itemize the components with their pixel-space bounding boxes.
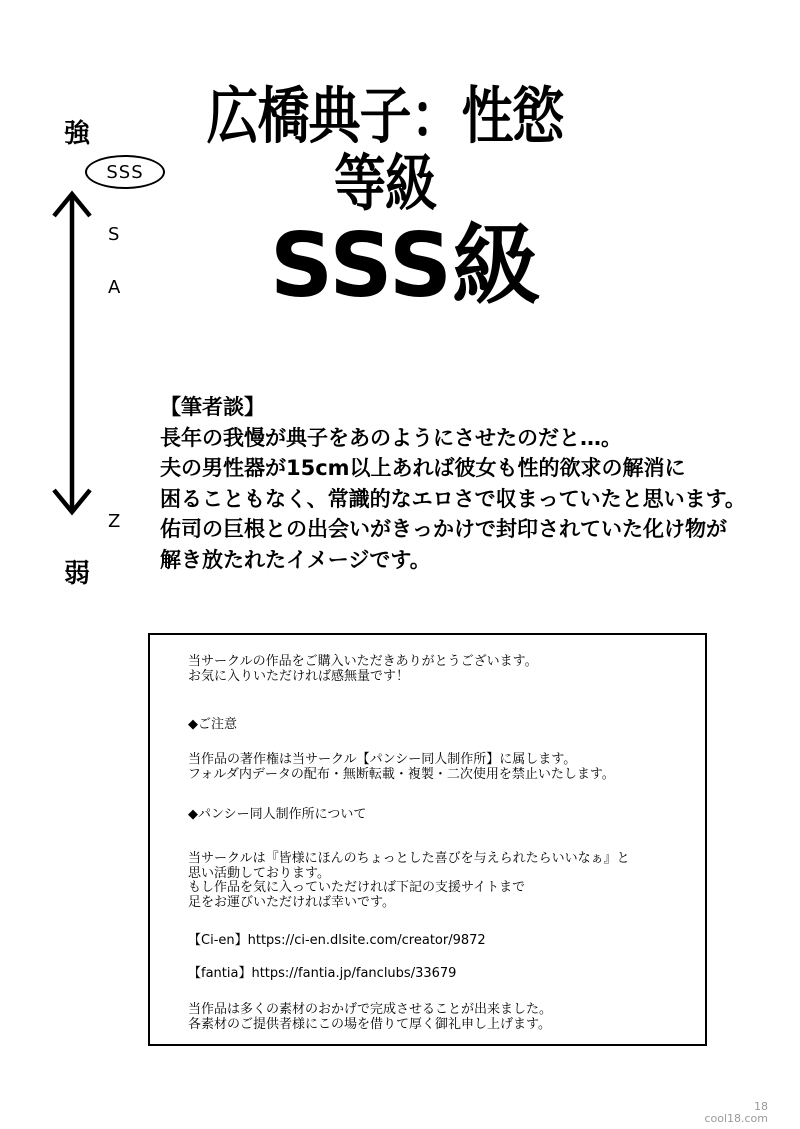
about-line: 思い活動しております。 — [188, 865, 330, 881]
thanks-line: お気に入りいただければ感無量です！ — [188, 668, 410, 684]
notes-line: 佑司の巨根との出会いがきっかけで封印されていた化け物が — [160, 517, 727, 541]
thanks-line: 当サークルの作品をご購入いただきありがとうございます。 — [188, 654, 538, 669]
caution-line: フォルダ内データの配布・無断転載・複製・二次使用を禁止いたします。 — [188, 766, 615, 782]
scale-s-label: S — [108, 224, 120, 245]
site-watermark: cool18.com — [704, 1112, 768, 1125]
about-heading: ◆パンシー同人制作所について — [188, 807, 367, 822]
info-box — [148, 633, 707, 1046]
about-line: もし作品を気に入っていただければ下記の支援サイトまで — [188, 880, 526, 895]
scale-weak-label: 弱 — [64, 559, 91, 589]
about-line: 当サークルは『皆様にほんのちょっとした喜びを与えられたらいいなぁ』と — [188, 851, 630, 866]
notes-heading: 【筆者談】 — [160, 395, 265, 419]
closing-line: 各素材のご提供者様にこの場を借りて厚く御礼申し上げます。 — [188, 1016, 551, 1032]
caution-block — [188, 753, 615, 782]
page-title: 広橋典子：性慾等級 — [206, 81, 564, 220]
scale-a-label: A — [108, 277, 121, 298]
grade-heading: SSS級 — [269, 214, 541, 317]
page-number: 18 — [754, 1100, 768, 1113]
author-notes — [160, 392, 780, 575]
double-arrow-icon — [50, 188, 94, 518]
about-block — [188, 852, 630, 910]
notes-line: 困ることもなく、常識的なエロさで収まっていたと思います。 — [160, 486, 746, 511]
caution-line: 当作品の著作権は当サークル【パンシー同人制作所】に属します。 — [188, 752, 577, 767]
thanks-block — [188, 655, 538, 684]
closing-line: 当作品は多くの素材のおかげで完成させることが出来ました。 — [188, 1002, 553, 1017]
cien-link[interactable]: 【Ci-en】https://ci-en.dlsite.com/creator/9872 — [188, 933, 486, 948]
scale-strong-label: 強 — [64, 119, 91, 149]
scale-sss-oval — [85, 155, 165, 189]
notes-line: 長年の我慢が典子をあのようにさせたのだと…。 — [160, 425, 622, 450]
scale-sss-label: SSS — [106, 161, 144, 183]
notes-line: 解き放たれたイメージです。 — [160, 547, 431, 572]
notes-line: 夫の男性器が15cm以上あれば彼女も性的欲求の解消に — [160, 456, 686, 480]
watermark — [704, 1101, 768, 1125]
fantia-link[interactable]: 【fantia】https://fantia.jp/fanclubs/33679 — [188, 966, 457, 981]
caution-heading: ◆ご注意 — [188, 717, 237, 732]
closing-block — [188, 1003, 552, 1032]
scale-z-label: Z — [108, 511, 121, 532]
about-line: 足をお運びいただければ幸いです。 — [188, 894, 395, 910]
